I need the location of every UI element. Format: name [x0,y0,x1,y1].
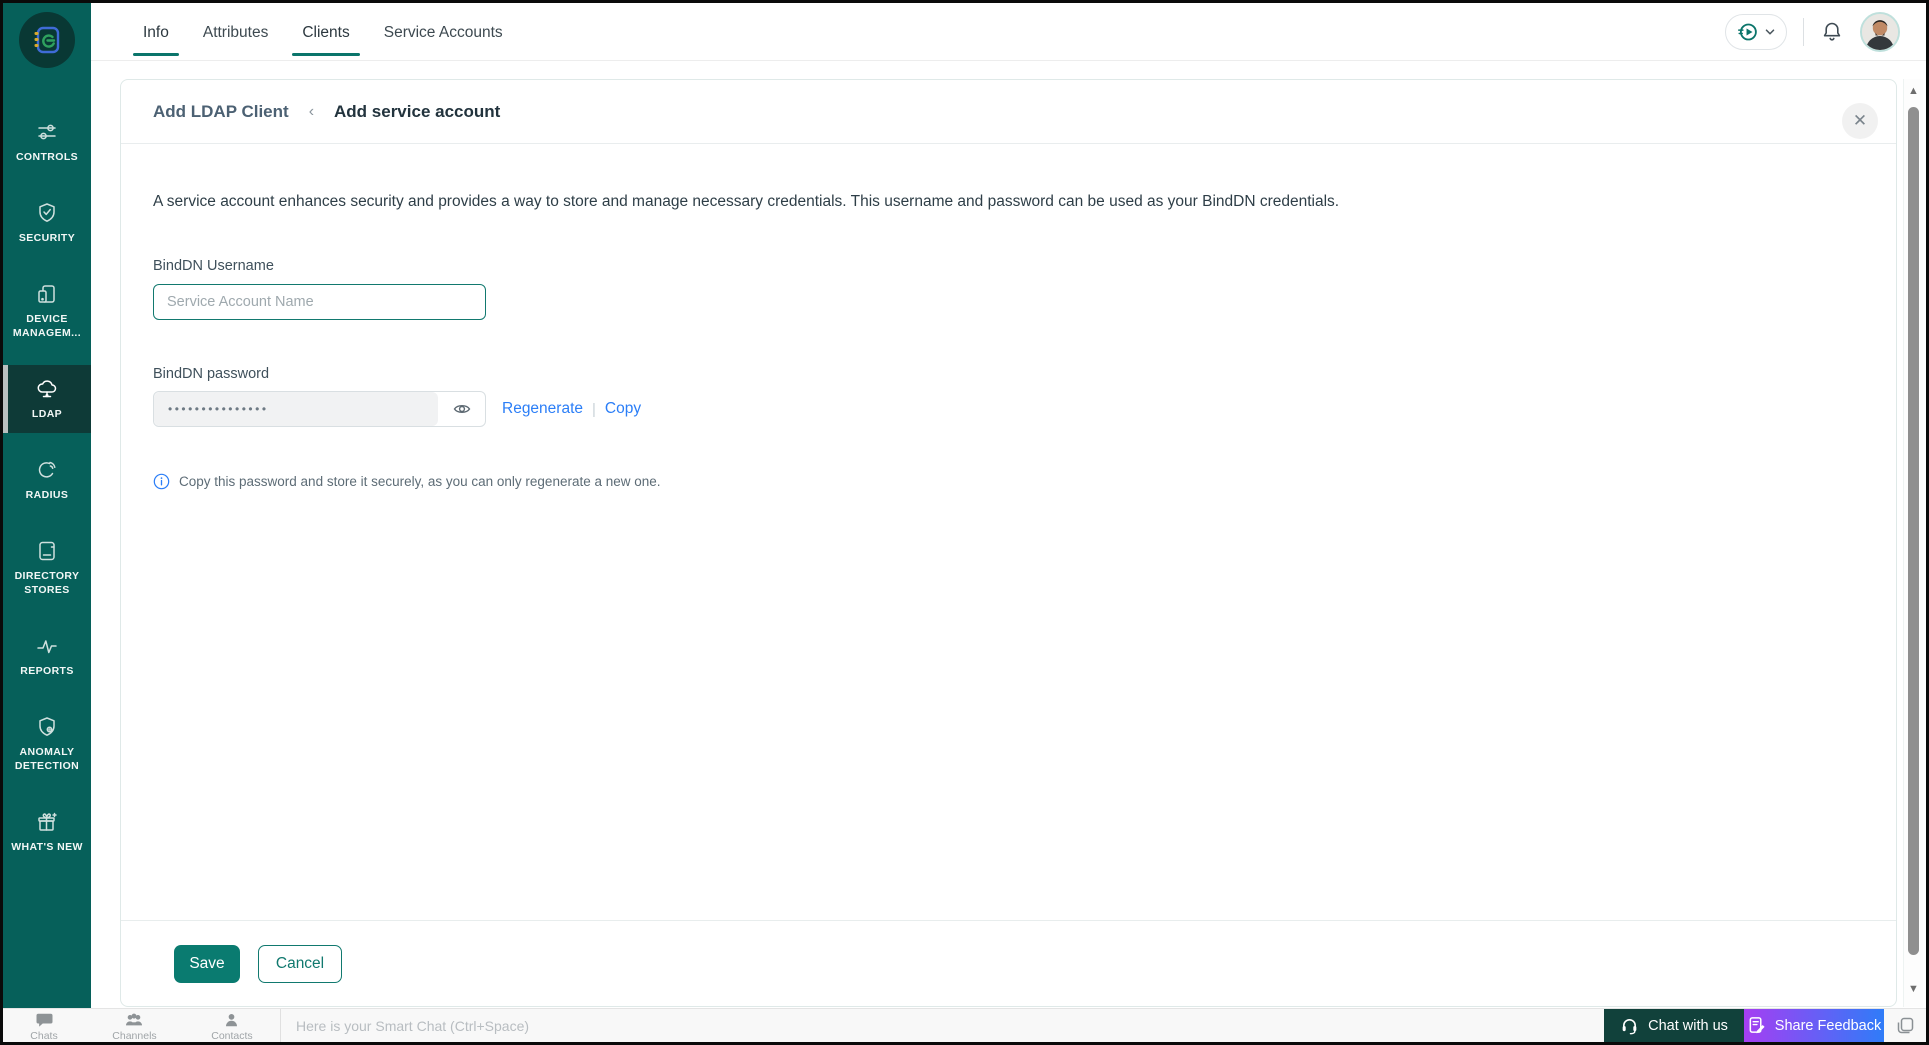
binddn-username-input[interactable] [153,284,486,320]
sidebar [3,3,91,1008]
chat-with-us-label: Chat with us [1648,1017,1728,1034]
sidebar-item-ldap[interactable] [3,365,91,433]
sidebar-item-directory-stores[interactable] [3,527,91,609]
sidebar-item-controls[interactable] [3,108,91,176]
add-service-account-panel [120,79,1897,1007]
tab-service-accounts[interactable]: Service Accounts [383,23,503,41]
save-button[interactable]: Save [174,945,240,983]
copy-link[interactable]: Copy [604,400,642,417]
binddn-password-field[interactable] [153,391,486,427]
contacts-button[interactable] [211,1012,252,1042]
sidebar-item-label: LDAP [31,408,63,420]
person-icon [223,1012,240,1028]
user-avatar[interactable] [1860,12,1900,52]
breadcrumb-add-ldap-client[interactable]: Add LDAP Client [153,101,289,121]
shield-gear-icon [34,714,60,740]
gift-icon [34,809,60,835]
link-separator: | [592,400,596,418]
note-text: Copy this password and store it securely, as you can only regenerate a new one. [179,474,661,489]
sidebar-item-label: RADIUS [25,489,69,501]
share-feedback-button[interactable] [1744,1009,1884,1042]
page-title: Add service account [334,101,501,121]
channels-label: Channels [112,1030,157,1042]
share-feedback-label: Share Feedback [1774,1017,1882,1034]
feedback-pencil-icon [1747,1016,1766,1035]
book-icon [34,538,60,564]
password-masked-value: ••••••••••••••• [154,392,438,426]
sidebar-item-label: CONTROLS [15,151,79,163]
password-actions [502,400,641,418]
chat-shortcuts [3,1009,280,1042]
sidebar-item-anomaly-detection[interactable] [3,703,91,785]
contacts-label: Contacts [211,1030,253,1042]
sidebar-item-label: DEVICE MANAGEM... [12,313,82,339]
notifications-bell-icon[interactable] [1820,20,1844,44]
people-group-icon [124,1012,144,1028]
breadcrumb-chevron: ‹ [308,102,315,120]
directory-logo-icon [27,20,67,60]
cloud-ldap-icon [34,376,60,402]
tab-clients[interactable]: Clients [302,23,350,41]
show-password-eye-icon[interactable] [438,399,485,419]
topbar [91,3,1926,61]
service-account-description: A service account enhances security and provides a way to store and manage necessary credentials. This username and password can be used as your BindDN credentials. [153,193,1340,210]
app-logo[interactable] [19,12,75,68]
radius-signal-icon [34,457,60,483]
app-switcher-button[interactable] [1725,14,1787,50]
chevron-down-icon [1763,25,1777,39]
headset-icon [1620,1016,1639,1035]
sidebar-item-label: WHAT'S NEW [11,841,83,853]
password-row [153,391,1864,427]
panel-header [121,80,1896,144]
chat-with-us-button[interactable] [1604,1009,1744,1042]
sidebar-item-label: SECURITY [18,232,76,244]
sidebar-item-label: ANOMALY DETECTION [14,746,80,772]
sidebar-item-label: REPORTS [20,665,74,677]
sidebar-item-security[interactable] [3,189,91,257]
scroll-down-arrow[interactable]: ▼ [1908,983,1919,995]
sidebar-item-whats-new[interactable] [3,798,91,866]
shield-check-icon [34,200,60,226]
username-label: BindDN Username [153,258,274,274]
sidebar-nav [3,108,91,879]
smart-chat-input[interactable] [281,1009,1604,1042]
sidebar-item-reports[interactable] [3,622,91,690]
scroll-up-arrow[interactable]: ▲ [1908,85,1919,97]
pulse-icon [34,633,60,659]
chats-button[interactable] [30,1012,57,1042]
scrollbar-thumb[interactable] [1908,107,1919,955]
chat-bubble-icon [35,1012,54,1028]
vertical-scrollbar [1903,79,1923,1007]
tab-bar [143,3,503,60]
panel-footer [121,920,1896,1006]
chat-windows-stack-icon[interactable] [1884,1009,1926,1042]
devices-icon [34,281,60,307]
regenerate-link[interactable]: Regenerate [502,400,584,417]
tab-attributes[interactable]: Attributes [202,23,269,41]
topbar-divider [1803,18,1804,46]
password-label: BindDN password [153,366,270,382]
tab-info[interactable]: Info [143,23,169,41]
topbar-right-controls [1725,12,1900,52]
sidebar-item-label: DIRECTORY STORES [14,570,80,596]
cancel-button[interactable]: Cancel [258,945,342,983]
sidebar-item-radius[interactable] [3,446,91,514]
chats-label: Chats [30,1030,58,1042]
sliders-icon [34,119,60,145]
launch-icon [1736,21,1758,43]
info-icon [153,473,170,490]
sidebar-item-device-management[interactable] [3,270,91,352]
panel-body [121,144,1896,490]
channels-button[interactable] [112,1012,156,1042]
smart-chat-bar [3,1008,1926,1042]
close-icon[interactable]: ✕ [1842,103,1878,139]
password-note [153,473,1864,490]
